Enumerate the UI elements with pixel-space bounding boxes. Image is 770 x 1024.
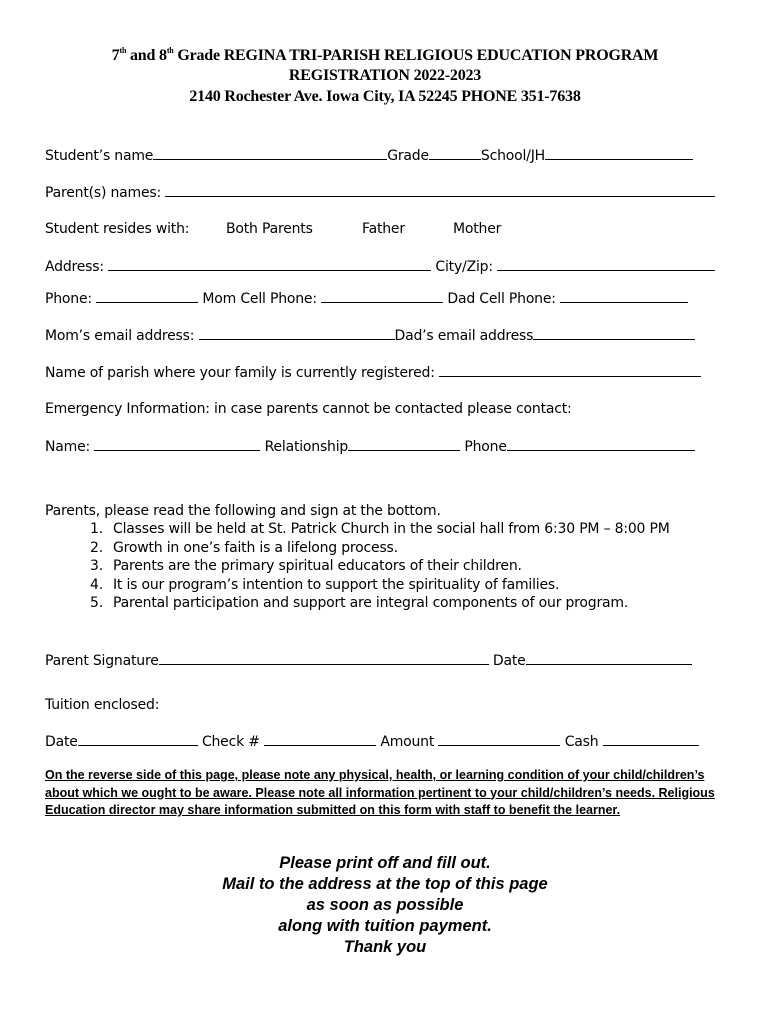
amount-field[interactable] — [438, 732, 560, 746]
dad-cell-field[interactable] — [560, 289, 688, 303]
list-item-text: It is our program’s intention to support the spirituality of families. — [113, 576, 560, 593]
mom-email-label: Mom’s email address: — [45, 328, 195, 344]
list-item-number: 4. — [90, 576, 103, 593]
title-and: and — [126, 47, 160, 64]
school-label: School/JH — [480, 148, 545, 164]
list-item-text: Parental participation and support are integral components of our program. — [113, 595, 629, 611]
emergency-phone-label: Phone — [464, 439, 507, 455]
title-grade-8: 8 — [159, 47, 167, 64]
address-label: Address: — [45, 259, 104, 275]
closing-line-4: along with tuition payment. — [278, 917, 492, 935]
cash-label: Cash — [564, 734, 599, 750]
list-item-number: 2. — [90, 539, 103, 556]
parent-names-label: Parent(s) names: — [45, 185, 161, 201]
statements-intro: Parents, please read the following and sign at the bottom. — [45, 503, 441, 519]
list-item-text: Parents are the primary spiritual educators of their children. — [113, 558, 522, 574]
parish-label: Name of parish where your family is currently registered: — [45, 365, 435, 381]
closing-line-5: Thank you — [343, 938, 427, 956]
notice-text-2: Religious Education director may share information submitted on this form with staff to benefit the learner. — [45, 785, 715, 817]
parent-signature-field[interactable] — [159, 651, 489, 665]
mom-cell-field[interactable] — [321, 289, 443, 303]
tuition-row — [45, 732, 699, 751]
list-item-number: 1. — [90, 521, 103, 537]
grade-label: Grade — [387, 148, 429, 164]
form-title-line2: REGISTRATION 2022-2023 — [288, 67, 482, 84]
emergency-phone-field[interactable] — [507, 437, 695, 451]
address-field[interactable] — [108, 257, 431, 271]
tuition-date-label: Date — [45, 734, 78, 750]
emergency-relationship-label: Relationship — [264, 439, 349, 455]
student-name-label: Student’s name — [45, 148, 154, 164]
closing-line-1: Please print off and fill out. — [279, 854, 491, 872]
emergency-name-field[interactable] — [94, 437, 260, 451]
emergency-relationship-field[interactable] — [348, 437, 460, 451]
student-name-field[interactable] — [153, 146, 387, 160]
closing-line-3: as soon as possible — [306, 896, 464, 914]
reverse-side-notice — [45, 767, 715, 820]
signature-date-field[interactable] — [526, 651, 692, 665]
student-info-row — [45, 146, 693, 165]
dad-cell-label: Dad Cell Phone: — [447, 291, 556, 307]
closing-line-2: Mail to the address at the top of this page — [222, 875, 548, 893]
mom-email-field[interactable] — [199, 326, 395, 340]
title-sup-th-2: th — [166, 46, 174, 55]
parent-signature-label: Parent Signature — [45, 653, 159, 669]
phone-field[interactable] — [96, 289, 198, 303]
parish-field[interactable] — [439, 363, 701, 377]
tuition-label: Tuition enclosed: — [45, 697, 160, 713]
list-item-number: 5. — [90, 595, 103, 611]
cash-field[interactable] — [603, 732, 699, 746]
title-grade-7: 7 — [111, 47, 120, 64]
amount-label: Amount — [380, 734, 435, 750]
title-program: Grade REGINA TRI-PARISH RELIGIOUS EDUCATION PROGRAM — [173, 47, 659, 64]
address-row — [45, 257, 715, 276]
resides-option-mother[interactable]: Mother — [453, 221, 502, 237]
dad-email-label: Dad’s email address — [394, 328, 534, 344]
check-field[interactable] — [264, 732, 376, 746]
resides-option-father[interactable]: Father — [362, 221, 405, 237]
list-item-text: Classes will be held at St. Patrick Church in the social hall from 6:30 PM – 8:00 PM — [113, 521, 670, 537]
city-zip-field[interactable] — [497, 257, 715, 271]
signature-row — [45, 651, 692, 670]
emergency-contact-row — [45, 437, 695, 456]
form-address-line: 2140 Rochester Ave. Iowa City, IA 52245 PHONE 351-7638 — [189, 88, 581, 105]
list-item-text: Growth in one’s faith is a lifelong process. — [113, 539, 398, 556]
parish-row — [45, 363, 701, 382]
email-row — [45, 326, 695, 345]
resides-with-label: Student resides with: — [45, 221, 190, 237]
emergency-heading: Emergency Information: in case parents cannot be contacted please contact: — [45, 401, 572, 417]
emergency-name-label: Name: — [45, 439, 91, 455]
phone-label: Phone: — [45, 291, 92, 307]
city-zip-label: City/Zip: — [435, 259, 493, 275]
parent-names-row — [45, 183, 715, 202]
parent-names-field[interactable] — [165, 183, 715, 197]
grade-field[interactable] — [429, 146, 481, 160]
tuition-date-field[interactable] — [78, 732, 198, 746]
resides-option-both-parents[interactable]: Both Parents — [226, 221, 313, 237]
title-sup-th-1: th — [119, 46, 127, 55]
dad-email-field[interactable] — [533, 326, 695, 340]
school-field[interactable] — [545, 146, 693, 160]
notice-text-1: On the reverse side of this page, please note any physical, health, or learning condition of your child/children’s about which we ought to be aware. Please note all information pertinent to your child/children’s needs. — [45, 768, 705, 800]
phone-row — [45, 289, 688, 308]
list-item-number: 3. — [90, 558, 103, 574]
signature-date-label: Date — [492, 653, 526, 669]
form-title-line1 — [0, 46, 770, 65]
check-label: Check # — [201, 734, 260, 750]
mom-cell-label: Mom Cell Phone: — [202, 291, 317, 307]
